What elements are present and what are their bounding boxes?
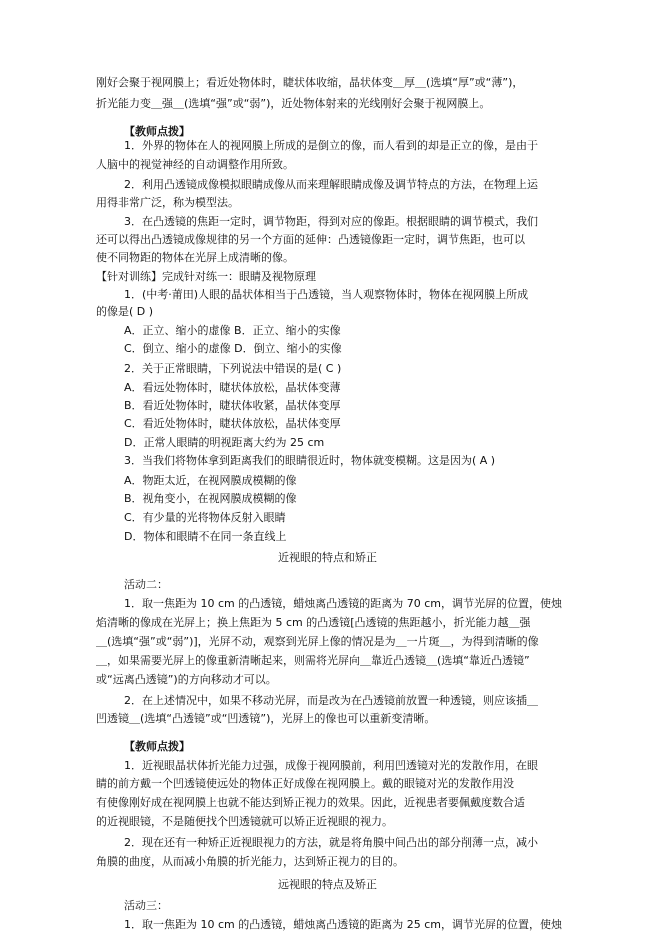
text-line: 3．在凸透镜的焦距一定时，调节物距，得到对应的像距。根据眼睛的调节模式，我们 xyxy=(124,215,538,228)
text-line: ＿，如果需要光屏上的像重新清晰起来，则需将光屏向＿靠近凸透镜＿(选填“靠近凸透镜” xyxy=(96,654,530,667)
text-line: 刚好会聚于视网膜上；看近处物体时，睫状体收缩，晶状体变＿厚＿(选填“厚”或“薄”)， xyxy=(96,76,524,89)
text-line: 2．在上述情况中，如果不移动光屏，而是改为在凸透镜前放置一种透镜，则应该插＿ xyxy=(124,694,538,707)
text-line: 或“远离凸透镜”)的方向移动才可以。 xyxy=(96,673,277,686)
text-line: 的近视眼镜，不是随便找个凹透镜就可以矫正近视眼的视力。 xyxy=(96,815,393,828)
text-line: 近视眼的特点和矫正 xyxy=(278,551,377,564)
text-line: 用得非常广泛，称为模型法。 xyxy=(96,196,239,209)
text-line: 的像是( D ) xyxy=(96,305,154,318)
text-line: 3．当我们将物体拿到距离我们的眼睛很近时，物体就变模糊。这是因为( A ) xyxy=(124,454,496,467)
text-line: 2．关于正常眼睛，下列说法中错误的是( C ) xyxy=(124,362,342,375)
text-line: A．正立、缩小的虚像 B．正立、缩小的实像 xyxy=(124,324,341,337)
text-line: B．看近处物体时，睫状体收紧，晶状体变厚 xyxy=(124,399,341,412)
text-line: C．看近处物体时，睫状体放松，晶状体变厚 xyxy=(124,417,341,430)
text-line: 【针对训练】完成针对练一：眼睛及视物原理 xyxy=(96,270,316,283)
text-line: 1．外界的物体在人的视网膜上所成的是倒立的像，而人看到的却是正立的像，是由于 xyxy=(124,139,538,152)
text-line: A．物距太近，在视网膜成模糊的像 xyxy=(124,474,297,487)
text-line: 人脑中的视觉神经的自动调整作用所致。 xyxy=(96,158,294,171)
text-line: 1．取一焦距为 10 cm 的凸透镜，蜡烛离凸透镜的距离为 70 cm，调节光屏的位置，使烛 xyxy=(124,597,562,610)
text-line: A．看远处物体时，睫状体放松，晶状体变薄 xyxy=(124,381,341,394)
text-line: 还可以得出凸透镜成像规律的另一个方面的延伸：凸透镜像距一定时，调节焦距，也可以 xyxy=(96,233,525,246)
text-line: 有使像刚好成在视网膜上也就不能达到矫正视力的效果。因此，近视患者要佩戴度数合适 xyxy=(96,796,525,809)
text-line: 睛的前方戴一个凹透镜使远处的物体正好成像在视网膜上。戴的眼镜对光的发散作用没 xyxy=(96,777,514,790)
text-line: D．物体和眼睛不在同一条直线上 xyxy=(124,530,287,543)
text-line: C．倒立、缩小的虚像 D．倒立、缩小的实像 xyxy=(124,342,342,355)
text-line: 折光能力变＿强＿(选填“强”或“弱”)，近处物体射来的光线刚好会聚于视网膜上。 xyxy=(96,97,491,110)
text-line: 活动三： xyxy=(124,899,168,912)
text-line: 焰清晰的像成在光屏上；换上焦距为 5 cm 的凸透镜[凸透镜的焦距越小，折光能力越＿强 xyxy=(96,616,531,629)
text-line: 凹透镜＿(选填“凸透镜”或“凹透镜”)，光屏上的像也可以重新变清晰。 xyxy=(96,712,436,725)
text-line: 活动二： xyxy=(124,578,168,591)
text-line: D．正常人眼睛的明视距离大约为 25 cm xyxy=(124,436,325,449)
text-line: 角膜的曲度，从而减小角膜的折光能力，达到矫正视力的目的。 xyxy=(96,855,404,868)
text-line: 1．取一焦距为 10 cm 的凸透镜，蜡烛离凸透镜的距离为 25 cm，调节光屏的位置，使烛 xyxy=(124,918,562,931)
text-line: 1．(中考·莆田)人眼的晶状体相当于凸透镜，当人观察物体时，物体在视网膜上所成 xyxy=(124,288,529,301)
text-line: C．有少量的光将物体反射入眼睛 xyxy=(124,511,286,524)
text-line: B．视角变小，在视网膜成模糊的像 xyxy=(124,492,297,505)
text-line: 【教师点拨】 xyxy=(124,740,190,753)
text-line: 【教师点拨】 xyxy=(124,125,190,138)
text-line: 远视眼的特点及矫正 xyxy=(278,878,377,891)
text-line: 2．现在还有一种矫正近视眼视力的方法，就是将角膜中间凸出的部分削薄一点，减小 xyxy=(124,836,538,849)
text-line: 1．近视眼晶状体折光能力过强，成像于视网膜前，利用凹透镜对光的发散作用，在眼 xyxy=(124,759,538,772)
text-line: 2．利用凸透镜成像模拟眼睛成像从而来理解眼睛成像及调节特点的方法，在物理上运 xyxy=(124,178,538,191)
text-line: 使不同物距的物体在光屏上成清晰的像。 xyxy=(96,251,294,264)
text-line: ＿(选填“强”或“弱”)]，光屏不动，观察到光屏上像的情况是为＿一片斑＿，为得到清晰的像 xyxy=(96,635,539,648)
